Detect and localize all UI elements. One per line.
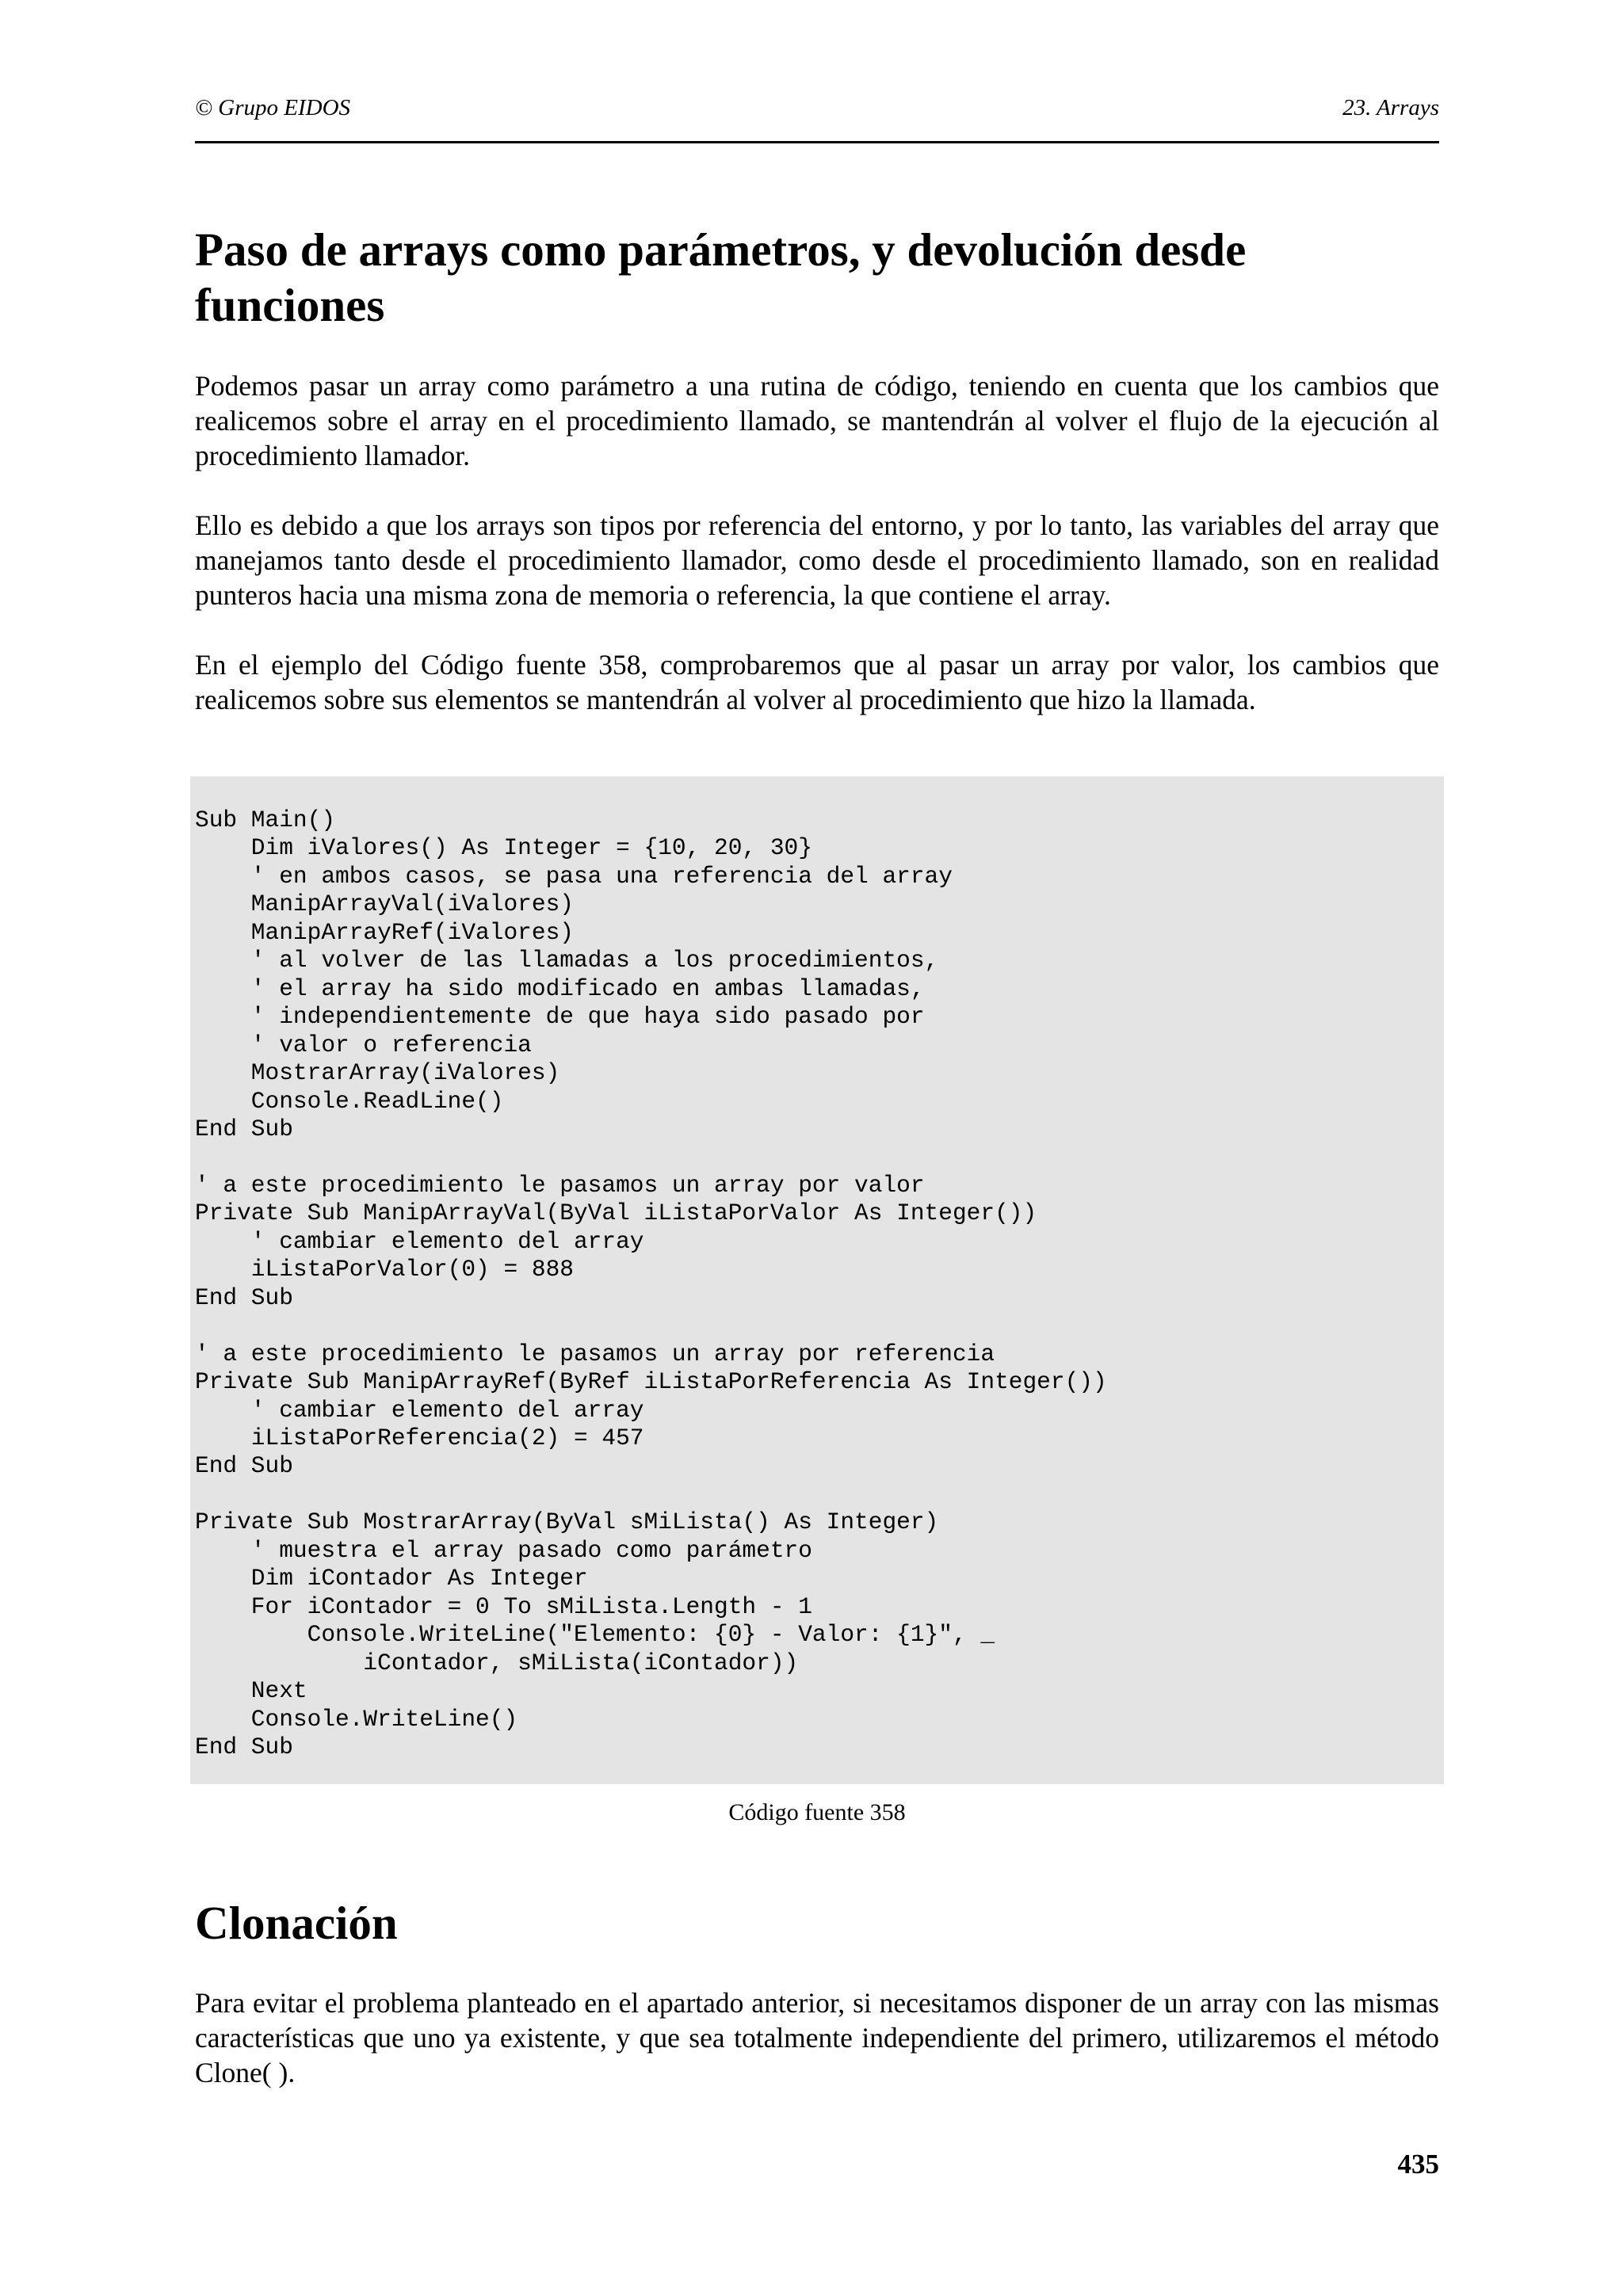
paragraph: Para evitar el problema planteado en el apartado anterior, si necesitamos disponer de un array con las mismas características que uno ya existente, y que sea totalmente independiente del primero, utilizaremos el método Clone( ). bbox=[195, 1987, 1439, 2088]
code-text: Sub Main() Dim iValores() As Integer = {10, 20, 30} ' en ambos casos, se pasa una referencia del array ManipArrayVal(iValores) ManipArrayRef(iValores) ' al volver de las llamadas a los procedimientos, ' el array ha sido modificado en ambas llamadas, ' independientemente de que haya sido pasado por ' valor o referencia MostrarArray(iValores) Console.ReadLine() End Sub ' a este procedimiento le pasamos un array por valor Private Sub ManipArrayVal(ByVal iListaPorValor As Integer()) ' cambiar elemento del array iListaPorValor(0) = 888 End Sub ' a este procedimiento le pasamos un array por referencia Private Sub ManipArrayRef(ByRef iListaPorReferencia As Integer()) ' cambiar elemento del array iListaPorReferencia(2) = 457 End Sub Private Sub MostrarArray(ByVal sMiLista() As Integer) ' muestra el array pasado como parámetro Dim iContador As Integer For iContador = 0 To sMiLista.Length - 1 Console.WriteLine("Elemento: {0} - Valor: {1}", _ iContador, sMiLista(iContador)) Next Console.WriteLine() End Sub bbox=[195, 807, 1107, 1760]
section-title: Paso de arrays como parámetros, y devolución desde funciones bbox=[195, 223, 1247, 331]
paragraph: Ello es debido a que los arrays son tipos por referencia del entorno, y por lo tanto, las variables del array que manejamos tanto desde el procedimiento llamador, como desde el procedimiento llamado, son en realidad punteros hacia una misma zona de memoria o referencia, la que contiene el array. bbox=[195, 509, 1439, 611]
paragraph: En el ejemplo del Código fuente 358, comprobaremos que al pasar un array por valor, los cambios que realicemos sobre sus elementos se mantendrán al volver al procedimiento que hizo la llamada. bbox=[195, 649, 1439, 715]
running-header bbox=[195, 93, 1439, 143]
page-number: 435 bbox=[1397, 2149, 1439, 2180]
code-caption: Código fuente 358 bbox=[728, 1799, 906, 1825]
paragraph: Podemos pasar un array como parámetro a una rutina de código, teniendo en cuenta que los cambios que realicemos sobre el array en el procedimiento llamado, se mantendrán al volver el flujo de la ejecución al procedimiento llamador. bbox=[195, 370, 1439, 471]
header-chapter: 23. Arrays bbox=[1342, 95, 1439, 120]
section-cloning bbox=[195, 1895, 1439, 2090]
section-title: Clonación bbox=[195, 1897, 398, 1949]
section-passing-arrays bbox=[195, 222, 1439, 717]
code-listing bbox=[190, 776, 1444, 1784]
header-publisher: © Grupo EIDOS bbox=[195, 95, 351, 120]
